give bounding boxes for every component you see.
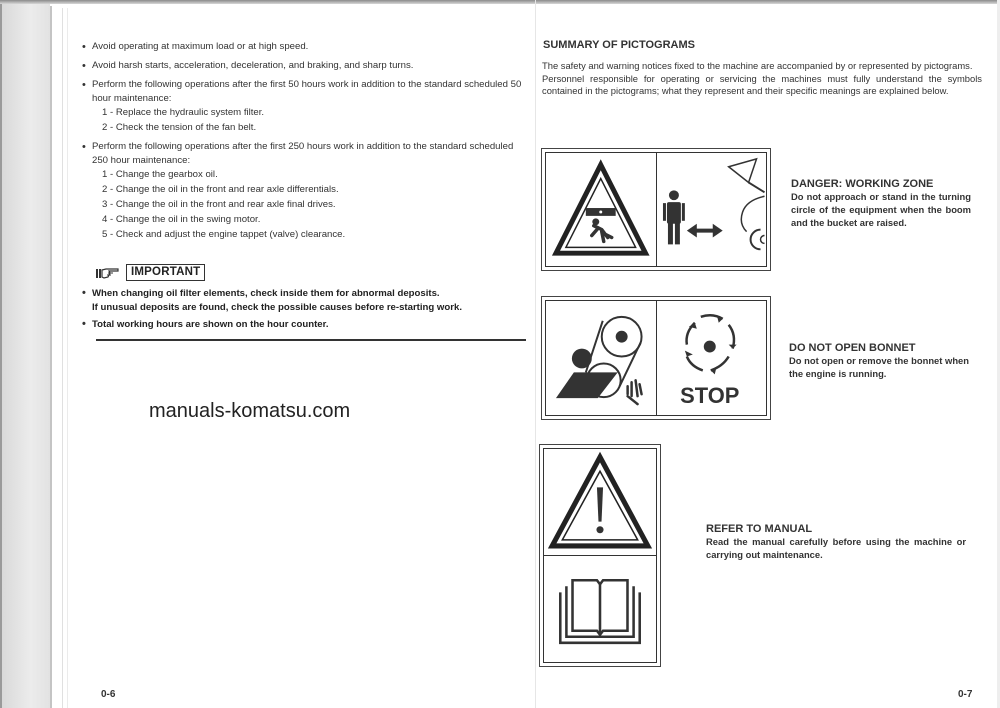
- sub-list-item: 1 - Change the gearbox oil.: [102, 169, 218, 180]
- important-item: [82, 287, 542, 314]
- intro-paragraph: Personnel responsible for operating or servicing the machines must fully understand the symbols contained in the pictograms; what they represent and their specific meanings are explained below.: [542, 72, 982, 97]
- sub-list-item: 5 - Check and adjust the engine tappet (valve) clearance.: [102, 229, 346, 240]
- sub-list-item: 2 - Check the tension of the fan belt.: [102, 122, 257, 133]
- pointing-hand-icon: [96, 266, 120, 280]
- right-page: [536, 0, 1000, 708]
- bullet-text: Perform the following operations after the first 250 hours work in addition to the standard scheduled 250 hour maintenance:: [92, 141, 514, 166]
- bullet-text: Avoid operating at maximum load or at high speed.: [92, 41, 309, 52]
- important-item: [82, 318, 542, 332]
- page-number: 0-6: [101, 689, 116, 700]
- sub-list: [102, 168, 527, 242]
- page-edge-line: [62, 8, 63, 708]
- page-edge-line: [50, 6, 52, 708]
- sub-list-item: 2 - Change the oil in the front and rear axle differentials.: [102, 184, 339, 195]
- bullet-item: [82, 59, 527, 73]
- pictogram-text: Read the manual carefully before using the machine or carrying out maintenance.: [706, 536, 966, 560]
- bullet-item: [82, 140, 527, 242]
- binding-margin: [0, 4, 50, 708]
- pictogram-refer-to-manual: [539, 444, 661, 667]
- break-in-instructions: [82, 40, 527, 247]
- pictogram-description: [706, 522, 966, 562]
- pictogram-description: [791, 177, 971, 229]
- svg-text:STOP: STOP: [679, 383, 739, 409]
- sub-list-item: 4 - Change the oil in the swing motor.: [102, 214, 261, 225]
- exclamation-warning-icon: [544, 449, 656, 555]
- pictogram-description: [789, 341, 969, 381]
- important-text: When changing oil filter elements, check inside them for abnormal deposits.: [92, 288, 440, 299]
- important-text: Total working hours are shown on the hour counter.: [92, 319, 329, 330]
- pictogram-text: Do not open or remove the bonnet when the engine is running.: [789, 355, 969, 379]
- watermark-text: manuals-komatsu.com: [149, 400, 351, 422]
- important-notice-header: [96, 264, 205, 281]
- pictogram-danger-working-zone: [541, 148, 771, 271]
- belt-entanglement-icon: [546, 301, 656, 415]
- crush-hazard-warning-icon: [546, 153, 656, 266]
- pictogram-text: Do not approach or stand in the turning circle of the equipment when the boom and the bucket are raised.: [791, 191, 971, 228]
- bullet-item: [82, 40, 527, 54]
- important-text: If unusual deposits are found, check the possible causes before re-starting work.: [92, 301, 462, 313]
- important-label: IMPORTANT: [126, 264, 205, 281]
- page-number: 0-7: [958, 689, 973, 700]
- sub-list-item: 3 - Change the oil in the front and rear axle final drives.: [102, 199, 336, 210]
- important-notice-list: [82, 287, 542, 336]
- pictogram-title: DANGER: WORKING ZONE: [791, 178, 934, 190]
- sub-list: [102, 106, 527, 135]
- rotating-fan-stop-icon: [656, 301, 767, 415]
- section-intro: [542, 60, 982, 98]
- section-divider: [96, 339, 526, 341]
- open-manual-icon: [544, 555, 656, 662]
- pictogram-do-not-open-bonnet: [541, 296, 771, 420]
- bullet-text: Perform the following operations after the first 50 hours work in addition to the standard scheduled 50 hour maintenance:: [92, 79, 522, 104]
- section-title: SUMMARY OF PICTOGRAMS: [543, 39, 695, 51]
- pictogram-title: DO NOT OPEN BONNET: [789, 342, 916, 354]
- sub-list-item: 1 - Replace the hydraulic system filter.: [102, 107, 265, 118]
- left-page: [68, 0, 535, 708]
- intro-paragraph: The safety and warning notices fixed to the machine are accompanied by or represented by pictograms.: [542, 60, 973, 71]
- pictogram-title: REFER TO MANUAL: [706, 523, 813, 535]
- bullet-text: Avoid harsh starts, acceleration, deceleration, and braking, and sharp turns.: [92, 60, 414, 71]
- bullet-item: [82, 78, 527, 135]
- person-distance-machine-icon: [656, 153, 767, 266]
